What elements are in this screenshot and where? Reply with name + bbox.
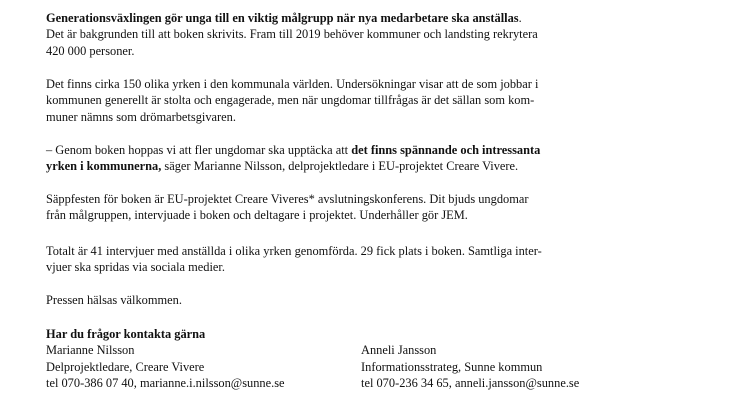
paragraph-launch <box>46 191 606 224</box>
intro-paragraph <box>46 10 606 59</box>
contact-right-name: Anneli Jansson <box>361 343 437 358</box>
intro-heading-end: . <box>518 11 522 25</box>
press-welcome: Pressen hälsas välkommen. <box>46 293 182 307</box>
contact-right-role: Informationsstrateg, Sunne kommun <box>361 359 543 374</box>
contacts-heading: Har du frågor kontakta gärna <box>46 327 206 341</box>
para2-line-1: Det finns cirka 150 olika yrken i den kommunala världen. Undersökningar visar att de som jobbar i <box>46 77 539 91</box>
contact-left-name: Marianne Nilsson <box>46 343 135 358</box>
paragraph-professions <box>46 76 606 125</box>
contact-right <box>361 342 579 391</box>
quote-end: säger Marianne Nilsson, delprojektledare i EU-projektet Creare Vivere. <box>161 159 519 174</box>
contact-left <box>46 326 285 392</box>
para5-line-2: vjuer ska spridas via sociala medier. <box>46 260 225 275</box>
quote-start: – Genom boken hoppas vi att fler ungdomar ska upptäcka att <box>46 143 352 157</box>
para4-line-1: Säppfesten för boken är EU-projektet Creare Viveres* avslutningskonferens. Dit bjuds ungdomar <box>46 192 529 206</box>
contact-left-details[interactable]: tel 070-386 07 40, marianne.i.nilsson@sunne.se <box>46 376 285 391</box>
para2-line-2: kommunen generellt är stolta och engagerade, men när ungdomar tillfrågas är det sällan som kom- <box>46 93 535 108</box>
intro-line-2: 420 000 personer. <box>46 43 135 58</box>
contact-right-details[interactable]: tel 070-236 34 65, anneli.jansson@sunne.se <box>361 376 580 391</box>
para5-line-1: Totalt är 41 intervjuer med anställda i olika yrken genomförda. 29 fick plats i boken. Samtliga inter- <box>46 244 542 258</box>
intro-line-1: Det är bakgrunden till att boken skrivits. Fram till 2019 behöver kommuner och landsting rekrytera <box>46 27 538 42</box>
para4-line-2: från målgruppen, intervjuade i boken och deltagare i projektet. Underhåller gör JEM. <box>46 208 468 223</box>
paragraph-interviews <box>46 243 606 276</box>
paragraph-press-welcome <box>46 292 606 308</box>
quote-bold-2: yrken i kommunerna, <box>46 159 162 174</box>
contact-left-role: Delprojektledare, Creare Vivere <box>46 359 205 374</box>
para2-line-3: muner nämns som drömarbetsgivaren. <box>46 109 236 124</box>
intro-heading: Generationsväxlingen gör unga till en viktig målgrupp när nya medarbetare ska anställas <box>46 11 519 25</box>
quote-bold-1: det finns spännande och intressanta <box>351 143 541 157</box>
quote-paragraph <box>46 142 606 175</box>
